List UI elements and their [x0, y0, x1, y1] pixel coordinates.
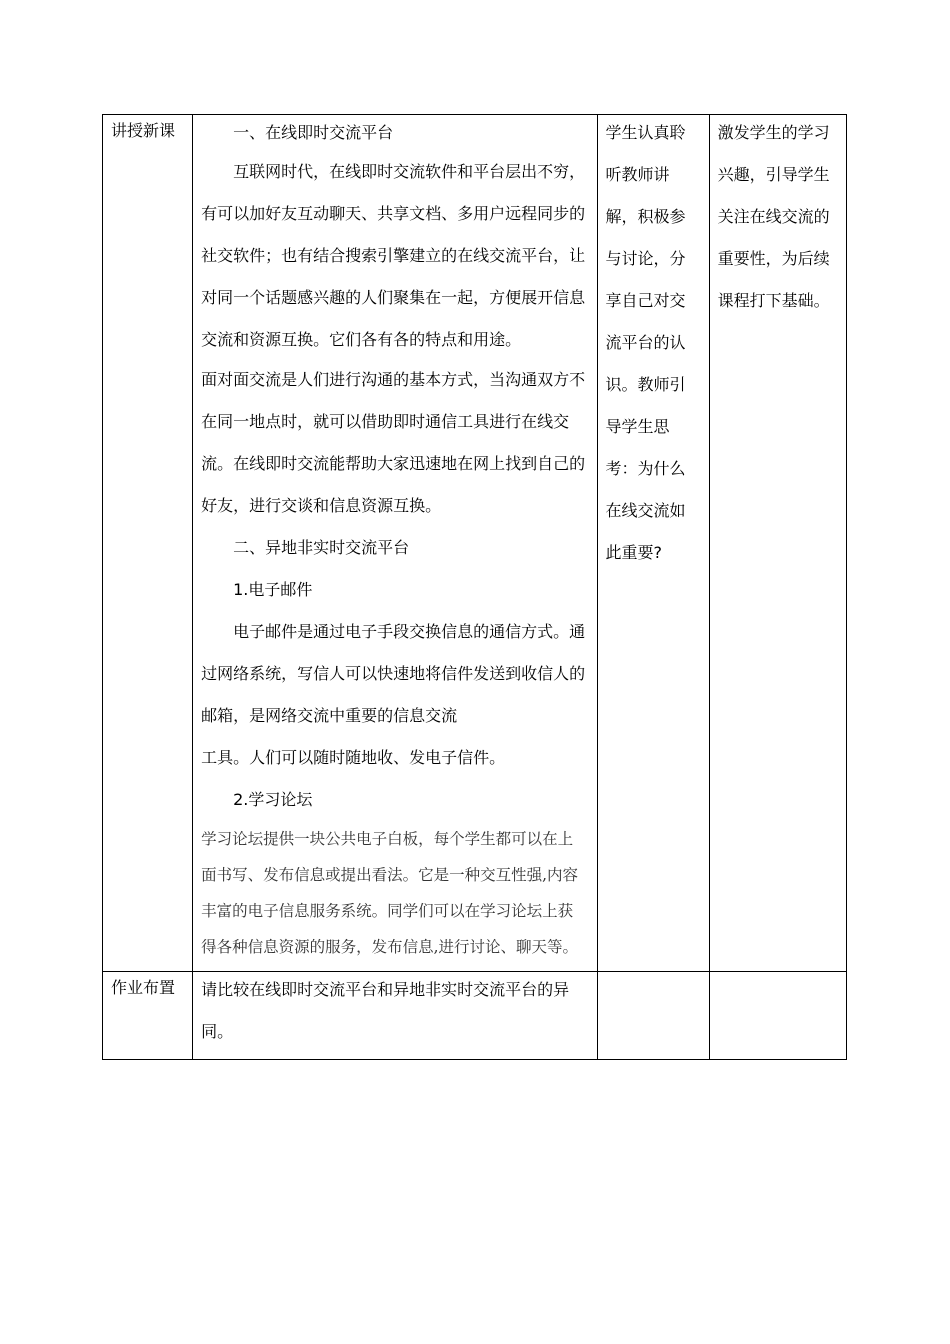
paragraph-2: 面对面交流是人们进行沟通的基本方式，当沟通双方不在同一地点时，就可以借助即时通信工具进行在线交流。在线即时交流能帮助大家迅速地在网上找到自己的好友，进行交谈和信息资源互换。 [201, 370, 586, 515]
student-activity-text: 学生认真聆听教师讲解，积极参与讨论，分享自己对交流平台的认识。教师引导学生思考：为什么在线交流如此重要? [605, 123, 686, 562]
teaching-content-cell [193, 115, 597, 972]
row-label-homework: 作业布置 [103, 972, 193, 1060]
subheading-email: 1.电子邮件 [233, 580, 313, 599]
table-row-teaching [103, 115, 847, 972]
subheading-forum: 2.学习论坛 [233, 790, 313, 809]
table-row-homework [103, 972, 847, 1060]
paragraph-4: 工具。人们可以随时随地收、发电子信件。 [201, 748, 506, 767]
homework-student-cell [597, 972, 709, 1060]
design-intent-cell [709, 115, 846, 972]
student-activity-cell [597, 115, 709, 972]
homework-intent-cell [709, 972, 846, 1060]
homework-content-cell [193, 972, 597, 1060]
design-intent-text: 激发学生的学习兴趣，引导学生关注在线交流的重要性，为后续课程打下基础。 [717, 123, 830, 310]
lesson-plan-table [102, 114, 847, 1060]
paragraph-3: 电子邮件是通过电子手段交换信息的通信方式。通过网络系统，写信人可以快速地将信件发送到收信人的邮箱，是网络交流中重要的信息交流 [201, 622, 586, 725]
row-label-teaching: 讲授新课 [103, 115, 193, 972]
paragraph-5: 学习论坛提供一块公共电子白板，每个学生都可以在上面书写、发布信息或提出看法。它是一种交互性强,内容丰富的电子信息服务系统。同学们可以在学习论坛上获得各种信息资源的服务，发布信息,进行讨论、聊天等。 [201, 830, 579, 956]
section-heading-2: 二、异地非实时交流平台 [233, 538, 410, 557]
paragraph-1: 互联网时代，在线即时交流软件和平台层出不穷，有可以加好友互动聊天、共享文档、多用户远程同步的社交软件；也有结合搜索引擎建立的在线交流平台，让对同一个话题感兴趣的人们聚集在一起，方便展开信息交流和资源互换。它们各有各的特点和用途。 [201, 162, 586, 349]
section-heading-1: 一、在线即时交流平台 [233, 123, 394, 142]
homework-text: 请比较在线即时交流平台和异地非实时交流平台的异同。 [201, 980, 570, 1041]
